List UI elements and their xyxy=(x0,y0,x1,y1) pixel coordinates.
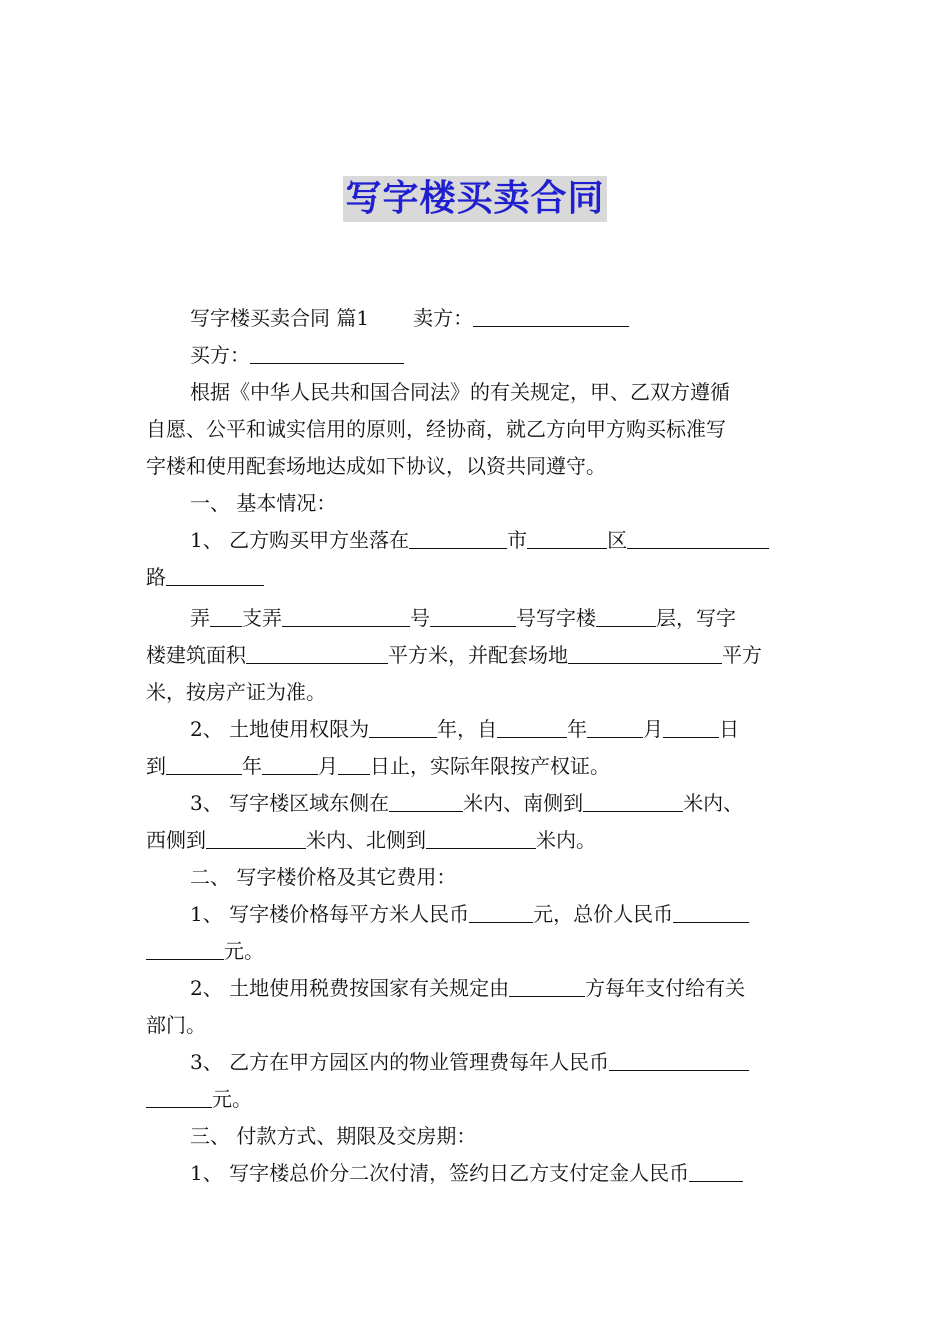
intro-line: 字楼和使用配套场地达成如下协议，以资共同遵守。 xyxy=(146,454,606,478)
s1-item1b-line: 楼建筑面积 平方米，并配套场地 平方 xyxy=(146,637,806,674)
blank xyxy=(262,748,318,775)
blank xyxy=(527,522,607,549)
buyer-line xyxy=(146,337,806,374)
contract-heading: 写字楼买卖合同 篇1 xyxy=(190,306,370,330)
blank xyxy=(369,711,437,738)
s1-item2-line: 到 年 月 日止，实际年限按产权证。 xyxy=(146,748,806,785)
s1-item1-line: 路 xyxy=(146,559,806,596)
section-1-title: 一、 基本情况： xyxy=(190,491,337,515)
blank xyxy=(609,1044,749,1071)
buyer-label: 买方： xyxy=(190,343,250,367)
blank xyxy=(206,822,306,849)
blank xyxy=(389,785,463,812)
s2-item2-line: 2、 土地使用税费按国家有关规定由 方每年支付给有关 xyxy=(146,970,806,1007)
s2-item1-line: 元。 xyxy=(146,933,806,970)
blank xyxy=(430,600,516,627)
seller-blank xyxy=(473,300,629,327)
blank xyxy=(509,970,585,997)
intro-line: 根据《中华人民共和国合同法》的有关规定，甲、乙双方遵循 xyxy=(190,380,730,404)
blank xyxy=(166,559,264,586)
blank xyxy=(663,711,719,738)
blank xyxy=(469,896,533,923)
blank xyxy=(166,748,242,775)
blank xyxy=(673,896,749,923)
buyer-blank xyxy=(250,337,404,364)
blank xyxy=(627,522,769,549)
blank xyxy=(583,785,683,812)
blank xyxy=(409,522,507,549)
s1-item3-line: 西侧到 米内、北侧到 米内。 xyxy=(146,822,806,859)
s2-item3-line: 3、 乙方在甲方园区内的物业管理费每年人民币 xyxy=(146,1044,806,1081)
seller-label: 卖方： xyxy=(413,306,474,330)
s1-item1b-line: 米，按房产证为准。 xyxy=(146,680,326,704)
s3-item1-line: 1、 写字楼总价分二次付清，签约日乙方支付定金人民币 xyxy=(146,1155,806,1192)
blank xyxy=(587,711,643,738)
contract-body xyxy=(146,300,806,1192)
blank xyxy=(338,748,370,775)
document-title: 写字楼买卖合同 xyxy=(343,176,606,222)
blank xyxy=(426,822,536,849)
blank xyxy=(568,637,722,664)
s1-item2-line: 2、 土地使用权限为 年，自 年 月 日 xyxy=(146,711,806,748)
s1-item1-line: 1、 乙方购买甲方坐落在 市 区 xyxy=(146,522,806,559)
blank xyxy=(497,711,567,738)
blank xyxy=(282,600,410,627)
blank xyxy=(596,600,656,627)
section-2-title: 二、 写字楼价格及其它费用： xyxy=(190,865,457,889)
s1-item1b-line: 弄 支弄 号 号写字楼 层，写字 xyxy=(146,600,806,637)
s2-item1-line: 1、 写字楼价格每平方米人民币 元，总价人民币 xyxy=(146,896,806,933)
blank xyxy=(146,933,224,960)
s1-item3-line: 3、 写字楼区域东侧在 米内、南侧到 米内、 xyxy=(146,785,806,822)
s2-item3-line: 元。 xyxy=(146,1081,806,1118)
blank xyxy=(210,600,242,627)
intro-line: 自愿、公平和诚实信用的原则，经协商，就乙方向甲方购买标准写 xyxy=(146,417,726,441)
section-3-title: 三、 付款方式、期限及交房期： xyxy=(190,1124,477,1148)
blank xyxy=(146,1081,212,1108)
blank xyxy=(689,1155,743,1182)
blank xyxy=(246,637,388,664)
heading-line xyxy=(146,300,806,337)
s2-item2-line: 部门。 xyxy=(146,1013,206,1037)
